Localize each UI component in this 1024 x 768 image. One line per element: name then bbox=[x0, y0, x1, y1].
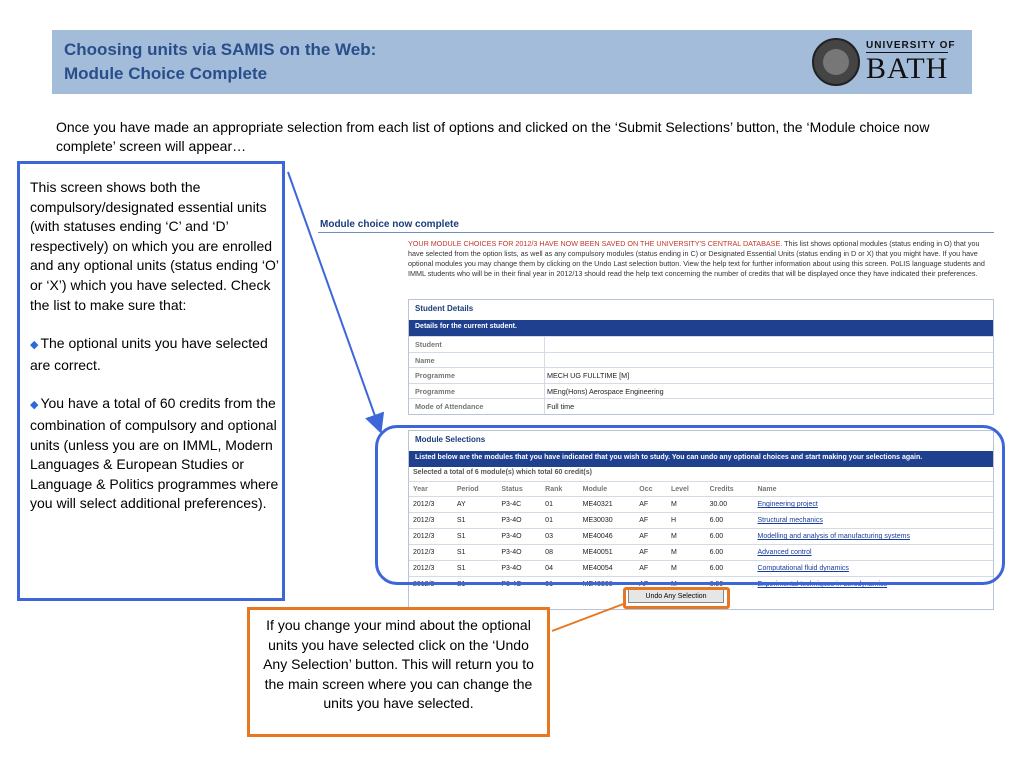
cell-level: M bbox=[667, 561, 706, 577]
detail-value: MEng(Hons) Aerospace Engineering bbox=[547, 386, 664, 396]
bottom-callout-box: If you change your mind about the optional units you have selected click on the ‘Undo Any Selection’ button. This will return you to the main screen where you can change the units you have selected. bbox=[247, 607, 550, 737]
student-details-heading: Student Details bbox=[415, 304, 474, 313]
slide-title-line1: Choosing units via SAMIS on the Web: bbox=[64, 40, 377, 59]
cell-level: M bbox=[667, 545, 706, 561]
cell-rank: 03 bbox=[541, 529, 578, 545]
logo-bath: BATH bbox=[866, 52, 949, 85]
cell-status: P3-4O bbox=[497, 513, 541, 529]
cell-year: 2012/3 bbox=[409, 561, 453, 577]
cell-credits: 6.00 bbox=[706, 513, 754, 529]
cell-occ: AF bbox=[635, 545, 667, 561]
col-credits: Credits bbox=[706, 482, 754, 497]
orange-connector bbox=[552, 603, 626, 631]
cell-rank: 01 bbox=[541, 577, 578, 593]
cell-status: P3-4O bbox=[497, 529, 541, 545]
module-name-link[interactable]: Structural mechanics bbox=[753, 513, 993, 529]
module-name-link[interactable]: Modelling and analysis of manufacturing systems bbox=[753, 529, 993, 545]
cell-occ: AF bbox=[635, 561, 667, 577]
cell-rank: 04 bbox=[541, 561, 578, 577]
col-rank: Rank bbox=[541, 482, 578, 497]
cell-module: ME40308 bbox=[579, 577, 636, 593]
detail-value: MECH UG FULLTIME [M] bbox=[547, 371, 630, 381]
cell-level: H bbox=[667, 513, 706, 529]
cell-year: 2012/3 bbox=[409, 577, 453, 593]
cell-module: ME30030 bbox=[579, 513, 636, 529]
detail-label: Student bbox=[415, 340, 442, 349]
cell-module: ME40054 bbox=[579, 561, 636, 577]
detail-label: Name bbox=[415, 355, 435, 365]
cell-credits: 30.00 bbox=[706, 497, 754, 513]
cell-period: S1 bbox=[453, 577, 497, 593]
col-module: Module bbox=[579, 482, 636, 497]
diamond-bullet-icon: ◆ bbox=[30, 399, 39, 412]
cell-credits: 6.00 bbox=[706, 577, 754, 593]
selection-summary: Selected a total of 6 module(s) which total 60 credit(s) bbox=[413, 469, 592, 476]
screenshot-page-title: Module choice now complete bbox=[320, 219, 459, 230]
cell-year: 2012/3 bbox=[409, 497, 453, 513]
intro-text: Once you have made an appropriate selection from each list of options and clicked on the ‘Submit Selections’ button, the ‘Module choice now complete’ screen will appear… bbox=[56, 119, 930, 154]
cell-rank: 08 bbox=[541, 545, 578, 561]
saved-notice-rest: This list shows optional modules (status ending in O) that you have selected from the option lists, as well as any compulsory modules (status ending in C) or Designated Essential Units (status ending in D or X) that you might have. If you have optional modules you may change them by clicking on the Undo Last selection button. View the help text for further information about using this screen. PoLIS language students and IMML students who will be in their final year in 2012/13 should read the help text concerning the number of credits that will be displayed once they have indicated their preferences. bbox=[408, 239, 985, 278]
cell-module: ME40051 bbox=[579, 545, 636, 561]
module-name-link[interactable]: Advanced control bbox=[753, 545, 993, 561]
cell-year: 2012/3 bbox=[409, 545, 453, 561]
col-period: Period bbox=[453, 482, 497, 497]
cell-status: P3-4O bbox=[497, 545, 541, 561]
cell-occ: AF bbox=[635, 513, 667, 529]
slide-title-line2: Module Choice Complete bbox=[64, 64, 268, 83]
blue-arrow bbox=[288, 172, 380, 430]
module-name-link[interactable]: Computational fluid dynamics bbox=[753, 561, 993, 577]
cell-period: S1 bbox=[453, 545, 497, 561]
student-details-bar: Details for the current student. bbox=[409, 320, 993, 336]
cell-credits: 6.00 bbox=[706, 561, 754, 577]
cell-module: ME40046 bbox=[579, 529, 636, 545]
cell-year: 2012/3 bbox=[409, 513, 453, 529]
cell-period: S1 bbox=[453, 513, 497, 529]
cell-occ: AF bbox=[635, 577, 667, 593]
bullet-2-text: You have a total of 60 credits from the combination of compulsory and optional units (unless you are on IMML, Modern Languages & European Studies or Language & Politics programmes where you will select additional preferences). bbox=[30, 395, 279, 512]
cell-status: P3-4C bbox=[497, 497, 541, 513]
cell-occ: AF bbox=[635, 497, 667, 513]
col-level: Level bbox=[667, 482, 706, 497]
module-selections-heading: Module Selections bbox=[415, 435, 486, 444]
cell-year: 2012/3 bbox=[409, 529, 453, 545]
detail-label: Programme bbox=[415, 371, 455, 381]
cell-module: ME40321 bbox=[579, 497, 636, 513]
logo-university-of: UNIVERSITY OF bbox=[866, 40, 956, 51]
col-year: Year bbox=[409, 482, 453, 497]
cell-status: P3-4O bbox=[497, 577, 541, 593]
col-occ: Occ bbox=[635, 482, 667, 497]
detail-label: Programme bbox=[415, 386, 455, 396]
cell-rank: 01 bbox=[541, 513, 578, 529]
cell-status: P3-4O bbox=[497, 561, 541, 577]
cell-rank: 01 bbox=[541, 497, 578, 513]
cell-credits: 6.00 bbox=[706, 529, 754, 545]
detail-label: Mode of Attendance bbox=[415, 402, 484, 412]
module-name-link[interactable]: Experimental techniques in aerodynamics bbox=[753, 577, 993, 593]
bullet-1-text: The optional units you have selected are correct. bbox=[30, 335, 268, 373]
saved-notice-red: YOUR MODULE CHOICES FOR 2012/3 HAVE NOW BEEN SAVED ON THE UNIVERSITY'S CENTRAL DATABASE. bbox=[408, 239, 783, 248]
undo-any-selection-button[interactable]: Undo Any Selection bbox=[628, 589, 724, 603]
cell-occ: AF bbox=[635, 529, 667, 545]
left-callout-para: This screen shows both the compulsory/designated essential units (with statuses ending ‘C’ and ‘D’ respectively) on which you are enrolled and any optional units (status ending ‘O’ or ‘X’) which you have selected. Check the list to make sure that: bbox=[30, 179, 279, 313]
cell-period: S1 bbox=[453, 561, 497, 577]
cell-level: M bbox=[667, 497, 706, 513]
col-status: Status bbox=[497, 482, 541, 497]
cell-credits: 6.00 bbox=[706, 545, 754, 561]
cell-period: S1 bbox=[453, 529, 497, 545]
col-name: Name bbox=[753, 482, 993, 497]
detail-value: Full time bbox=[547, 402, 575, 412]
cell-period: AY bbox=[453, 497, 497, 513]
module-name-link[interactable]: Engineering project bbox=[753, 497, 993, 513]
cell-level: M bbox=[667, 577, 706, 593]
module-selections-bar: Listed below are the modules that you have indicated that you wish to study. You can undo any optional choices and start making your selections again. bbox=[409, 451, 993, 467]
cell-level: M bbox=[667, 529, 706, 545]
diamond-bullet-icon: ◆ bbox=[30, 339, 39, 352]
